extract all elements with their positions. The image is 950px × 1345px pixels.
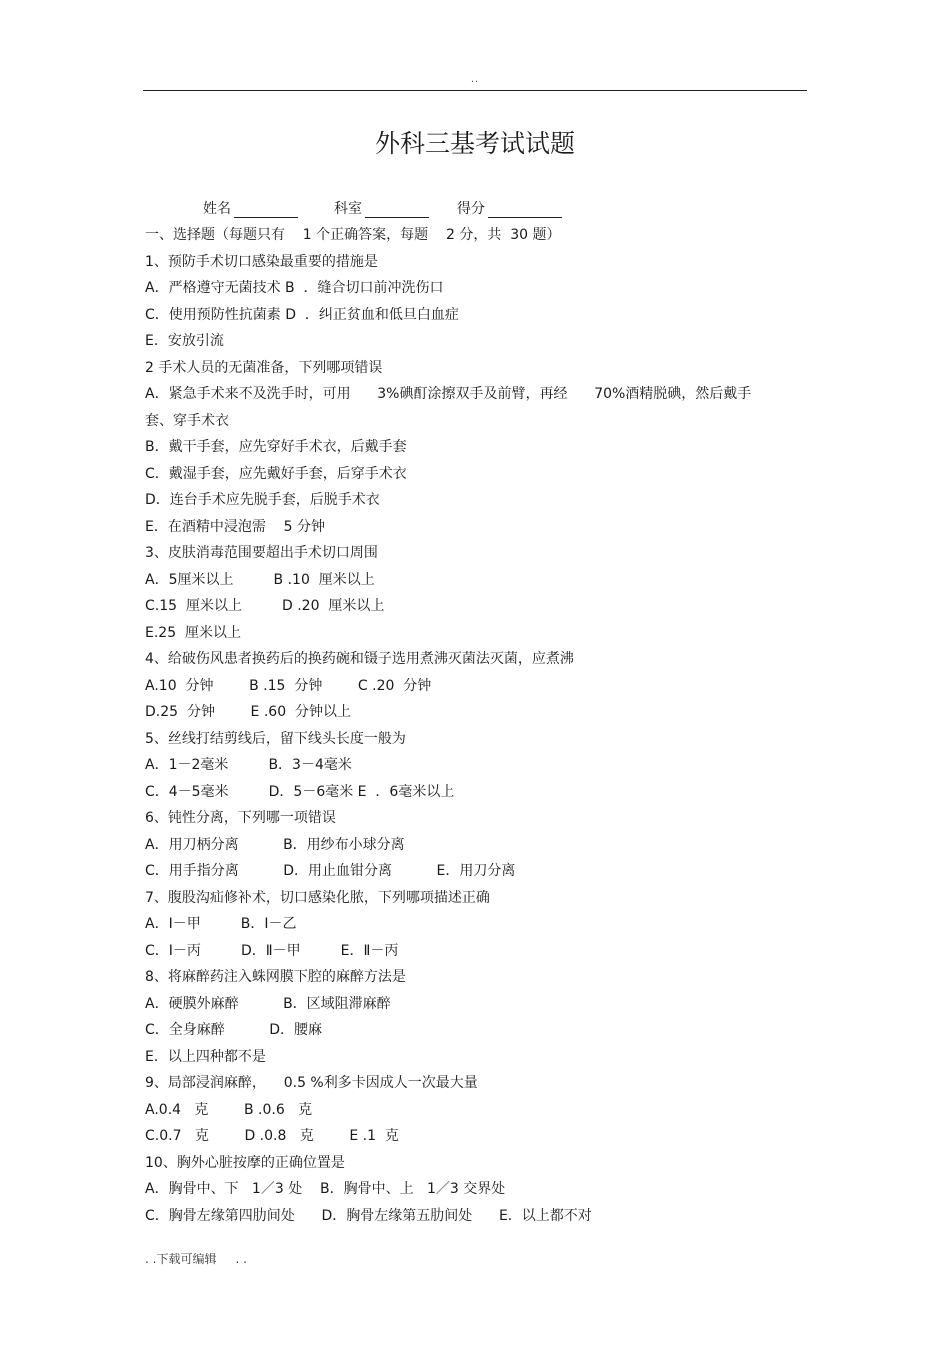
question-2-option-c: C．戴湿手套，应先戴好手套，后穿手术衣 [145, 465, 407, 482]
question-2-option-d: D．连台手术应先脱手套，后脱手术衣 [145, 492, 380, 508]
question-2-option-b: B．戴干手套，应先穿好手术衣，后戴手套 [145, 439, 407, 455]
question-9-options-cde: C.0.7 克 D .0.8 克 E .1 克 [145, 1128, 399, 1144]
question-10-options-ab: A．胸骨中、下 1／3 处 B．胸骨中、上 1／3 交界处 [145, 1181, 506, 1197]
name-label: 姓名 [203, 201, 231, 217]
question-3-option-e: E.25 厘米以上 [145, 624, 242, 641]
question-1-options-cd: C．使用预防性抗菌素 D ．纠正贫血和低旦白血症 [145, 306, 459, 323]
question-1-option-e: E．安放引流 [145, 333, 224, 349]
question-2: 2 手术人员的无菌准备，下列哪项错误 [145, 359, 383, 376]
question-5-options-cde: C．4－5毫米 D．5－6毫米 E ．6毫米以上 [145, 783, 455, 800]
header-mark: .. [470, 74, 480, 85]
dept-label: 科室 [334, 201, 362, 217]
score-blank[interactable] [488, 203, 562, 218]
question-9-options-ab: A.0.4 克 B .0.6 克 [145, 1101, 313, 1118]
score-label: 得分 [457, 201, 485, 217]
page-title: 外科三基考试试题 [374, 129, 575, 158]
question-6: 6、钝性分离，下列哪一项错误 [145, 810, 336, 826]
question-10-options-cde: C．胸骨左缘第四肋间处 D．胸骨左缘第五肋间处 E．以上都不对 [145, 1207, 592, 1224]
question-2-option-a: A．紧急手术来不及洗手时，可用 3%碘酊涂擦双手及前臂，再经 70%酒精脱碘，然后戴手 [145, 386, 752, 402]
question-1-options-ab: A．严格遵守无菌技术 B ．缝合切口前冲洗伤口 [145, 280, 444, 296]
name-blank[interactable] [234, 203, 298, 218]
question-3-options-ab: A．5厘米以上 B .10 厘米以上 [145, 571, 375, 588]
name-field [203, 198, 298, 218]
question-3: 3、皮肤消毒范围要超出手术切口周围 [145, 545, 378, 561]
question-8-option-e: E．以上四种都不是 [145, 1048, 266, 1065]
question-7: 7、腹股沟疝修补术，切口感染化脓，下列哪项描述正确 [145, 889, 490, 906]
question-8: 8、将麻醉药注入蛛网膜下腔的麻醉方法是 [145, 969, 406, 985]
dept-blank[interactable] [365, 203, 429, 218]
dept-field [334, 198, 429, 218]
score-field [457, 198, 562, 218]
question-6-options-ab: A．用刀柄分离 B．用纱布小球分离 [145, 836, 405, 853]
footer-note: . .下载可编辑 . . [145, 1252, 247, 1266]
question-10: 10、胸外心脏按摩的正确位置是 [145, 1154, 345, 1171]
section-heading: 一、选择题（每题只有 1 个正确答案，每题 2 分，共 30 题） [145, 227, 561, 243]
question-2-option-a-cont: 套、穿手术衣 [145, 412, 229, 429]
question-1: 1、预防手术切口感染最重要的措施是 [145, 253, 378, 270]
question-5-options-ab: A．1－2毫米 B．3－4毫米 [145, 757, 352, 773]
question-7-options-cde: C．Ⅰ－丙 D．Ⅱ－甲 E．Ⅱ－丙 [145, 942, 399, 959]
question-6-options-cde: C．用手指分离 D．用止血钳分离 E．用刀分离 [145, 863, 516, 879]
question-7-options-ab: A．Ⅰ－甲 B．Ⅰ－乙 [145, 916, 297, 932]
question-8-options-cd: C．全身麻醉 D．腰麻 [145, 1022, 323, 1038]
question-2-option-e: E．在酒精中浸泡需 5 分钟 [145, 518, 326, 535]
question-list [145, 222, 805, 1229]
question-8-options-ab: A．硬膜外麻醉 B．区域阻滞麻醉 [145, 995, 391, 1012]
question-4: 4、给破伤风患者换药后的换药碗和镊子选用煮沸灭菌法灭菌，应煮沸 [145, 651, 574, 667]
question-3-options-cd: C.15 厘米以上 D .20 厘米以上 [145, 598, 385, 614]
info-row [203, 198, 562, 218]
question-9: 9、局部浸润麻醉， 0.5 %利多卡因成人一次最大量 [145, 1075, 478, 1091]
header-rule [143, 90, 807, 91]
question-5: 5、丝线打结剪线后，留下线头长度一般为 [145, 730, 406, 747]
question-4-options-de: D.25 分钟 E .60 分钟以上 [145, 704, 352, 720]
question-4-options-abc: A.10 分钟 B .15 分钟 C .20 分钟 [145, 677, 432, 694]
